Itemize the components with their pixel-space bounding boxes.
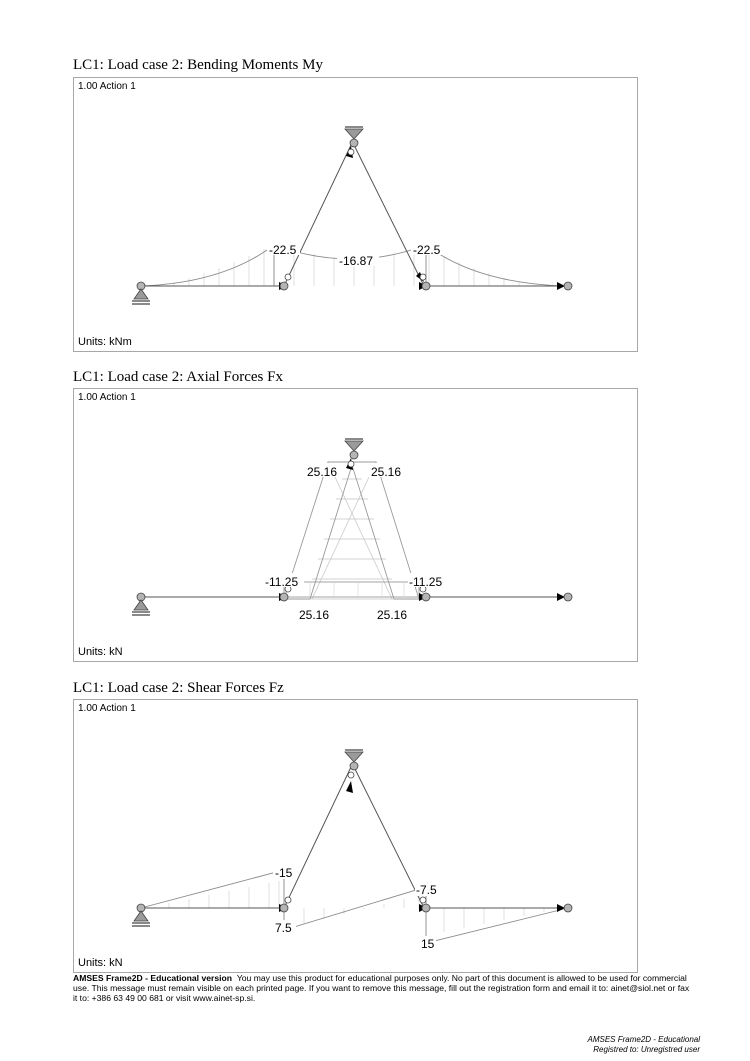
axial-diagram-canvas: [74, 389, 637, 661]
shear-diagram-canvas: [74, 700, 637, 972]
brand-block: [588, 1035, 701, 1055]
moment-label-middle: -16.87: [339, 254, 374, 268]
moment-action-label: 1.00 Action 1: [78, 81, 136, 92]
product-name: AMSES Frame2D - Educational version: [73, 973, 233, 983]
moment-diagram-canvas: [74, 78, 637, 351]
shear-label-left: -15: [275, 866, 293, 880]
axial-diagram-title: LC1: Load case 2: Axial Forces Fx: [73, 369, 283, 385]
axial-action-label: 1.00 Action 1: [78, 392, 136, 403]
axial-units-label: Units: kN: [78, 646, 123, 658]
shear-action-label: 1.00 Action 1: [78, 703, 136, 714]
axial-label-top-left: 25.16: [307, 465, 338, 479]
brand-line-registration: Registred to: Unregistred user: [593, 1045, 700, 1054]
shear-units-label: Units: kN: [78, 957, 123, 969]
moment-label-left: -22.5: [269, 243, 297, 257]
axial-label-bottom-right: 25.16: [377, 608, 408, 622]
moment-label-right: -22.5: [413, 243, 441, 257]
axial-label-bottom-left: 25.16: [299, 608, 330, 622]
axial-label-mid-left: -11.25: [265, 575, 299, 589]
axial-label-top-right: 25.16: [371, 465, 402, 479]
shear-diagram-title: LC1: Load case 2: Shear Forces Fz: [73, 680, 284, 696]
moment-units-label: Units: kNm: [78, 336, 132, 348]
license-notice: [73, 973, 693, 1004]
axial-label-mid-right: -11.25: [409, 575, 443, 589]
moment-diagram-panel: [73, 77, 638, 352]
shear-diagram-panel: [73, 699, 638, 973]
license-text: You may use this product for educational purposes only. No part of this document is allowed to be used for commercial use. This message must remain visible on each printed page. If you want to remove this message, fill out the registration form and email it to: ainet@siol.net or fax it to: +386 63 49 00 681 or visit www.ainet-sp.si.: [73, 973, 690, 1004]
shear-label-right-top: -7.5: [416, 883, 437, 897]
shear-label-right-bottom: 15: [421, 937, 435, 951]
brand-line-product: AMSES Frame2D - Educational: [587, 1035, 700, 1044]
moment-diagram-title: LC1: Load case 2: Bending Moments My: [73, 57, 323, 73]
shear-label-mid: 7.5: [275, 921, 292, 935]
axial-diagram-panel: [73, 388, 638, 662]
